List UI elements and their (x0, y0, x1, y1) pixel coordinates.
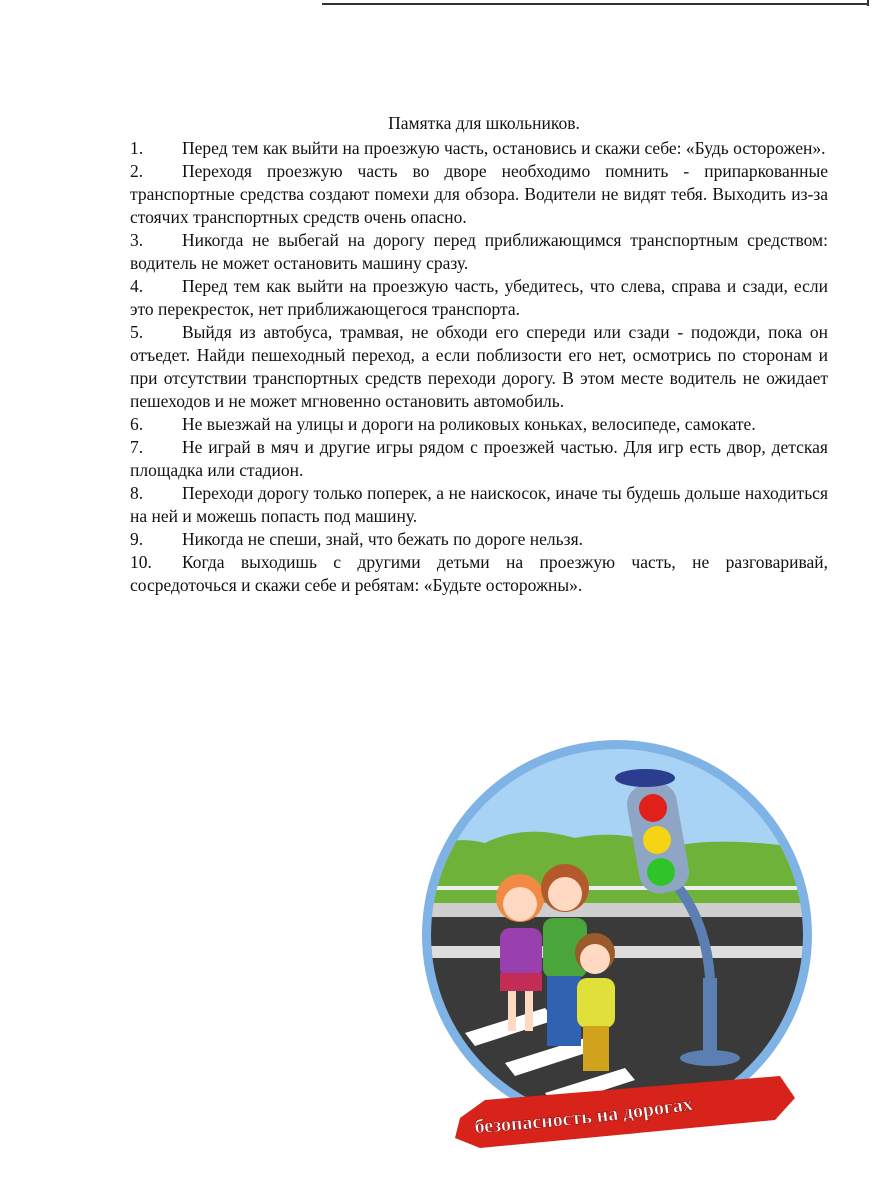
memo-item-number: 9. (130, 529, 144, 549)
memo-item (130, 275, 828, 321)
memo-item-number: 8. (130, 483, 144, 503)
memo-item (130, 137, 828, 160)
lane-marking (405, 946, 830, 958)
page-top-border (322, 3, 868, 5)
memo-item-text: Не играй в мяч и другие игры рядом с проезжей частью. Для игр есть двор, детская площадка или стадион. (130, 437, 828, 480)
memo-item (130, 413, 828, 436)
memo-item (130, 551, 828, 597)
memo-list (130, 137, 828, 597)
memo-item-number: 2. (130, 161, 144, 181)
memo-title: Памятка для школьников. (388, 113, 580, 133)
police-cap (615, 769, 675, 787)
memo-item-text: Переходи дорогу только поперек, а не наискосок, иначе ты будешь дольше находиться на ней и можешь попасть под машину. (130, 483, 828, 526)
memo-item-text: Переходя проезжую часть во дворе необходимо помнить - припаркованные транспортные средства создают помехи для обзора. Водители не видят тебя. Выходить из-за стоячих транспортных средств очень опасно. (130, 161, 828, 227)
memo-item-text: Никогда не выбегай на дорогу перед приближающимся транспортным средством: водитель не может остановить машину сразу. (130, 230, 828, 273)
memo-item-number: 3. (130, 230, 144, 250)
memo-item-number: 10. (130, 552, 152, 572)
memo-item-text: Никогда не спеши, знай, что бежать по дороге нельзя. (182, 529, 583, 549)
memo-item-text: Выйдя из автобуса, трамвая, не обходи его спереди или сзади - подожди, пока он отъедет. Найди пешеходный переход, а если поблизости его нет, осмотрись по сторонам и при отсутствии транспортных средств переходи дорогу. В этом месте водитель не ожидает пешеходов и не может мгновенно остановить автомобиль. (130, 322, 828, 411)
memo-item-number: 7. (130, 437, 144, 457)
memo-item-text: Перед тем как выйти на проезжую часть, остановись и скажи себе: «Будь осторожен». (182, 138, 826, 158)
memo-item (130, 436, 828, 482)
memo-item (130, 160, 828, 229)
memo-item-text: Не выезжай на улицы и дороги на роликовых коньках, велосипеде, самокате. (182, 414, 756, 434)
fence (405, 886, 830, 890)
traffic-light-pole (703, 978, 717, 1058)
memo-document (130, 112, 828, 597)
memo-item (130, 528, 828, 551)
memo-item (130, 482, 828, 528)
memo-item (130, 229, 828, 275)
memo-item-number: 5. (130, 322, 144, 342)
memo-item-number: 4. (130, 276, 144, 296)
road-safety-illustration (405, 728, 830, 1158)
memo-item-text: Перед тем как выйти на проезжую часть, убедитесь, что слева, справа и сзади, если это перекресток, нет приближающегося транспорта. (130, 276, 828, 319)
ribbon-text: безопасность на дорогах (473, 1092, 695, 1138)
memo-item-number: 6. (130, 414, 144, 434)
sidewalk (405, 903, 830, 917)
page-corner-mark (867, 0, 869, 6)
memo-item-number: 1. (130, 138, 144, 158)
memo-item (130, 321, 828, 413)
memo-item-text: Когда выходишь с другими детьми на проезжую часть, не разговаривай, сосредоточься и скажи себе и ребятам: «Будьте осторожны». (130, 552, 828, 595)
